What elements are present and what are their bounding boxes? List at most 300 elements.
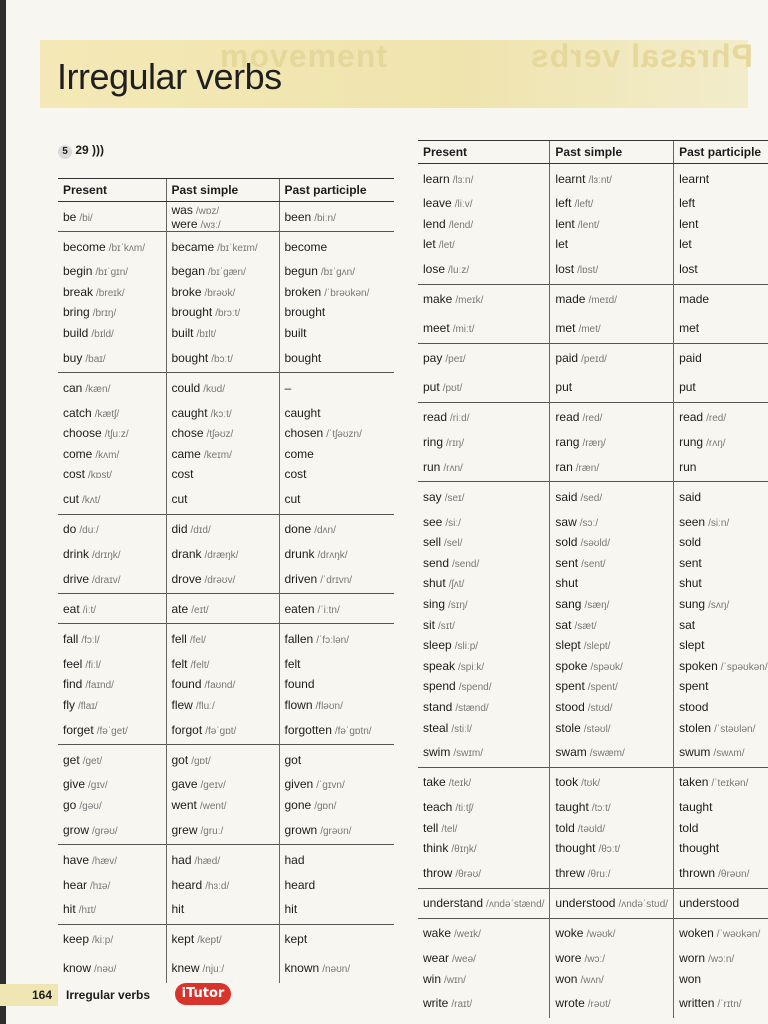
- cell-past-participle: [674, 373, 768, 403]
- cell-past-simple: [550, 818, 674, 839]
- present-form: catch: [63, 405, 92, 420]
- past-simple-form: kept: [171, 932, 195, 947]
- cell-present: [418, 314, 550, 344]
- past-participle-form: flown: [284, 697, 313, 712]
- cell-present: [418, 818, 550, 839]
- past-simple-pronunciation: /lent/: [577, 219, 600, 231]
- past-participle-form: done: [284, 522, 312, 537]
- past-simple-pronunciation: /bɪlt/: [196, 329, 217, 341]
- past-participle-form: taken: [679, 775, 709, 790]
- cell-present: [418, 193, 550, 214]
- past-simple-pronunciation: /brəʊk/: [204, 287, 236, 299]
- cell-past-participle: [674, 214, 768, 235]
- cell-past-simple: [166, 924, 279, 954]
- verb-row: [418, 511, 768, 532]
- past-simple-form: left: [555, 196, 572, 211]
- past-simple-pronunciation: /ræn/: [575, 462, 600, 474]
- past-participle-form: known: [284, 961, 320, 976]
- verb-row: [58, 302, 394, 323]
- past-participle-pronunciation: /ˈbrəʊkən/: [324, 287, 370, 299]
- present-pronunciation: /tel/: [441, 823, 458, 835]
- present-form: give: [63, 777, 86, 792]
- cell-past-participle: [674, 738, 768, 768]
- cell-past-simple: [550, 284, 674, 314]
- past-simple-form: understood: [555, 896, 616, 911]
- past-simple-form: was: [171, 202, 193, 217]
- cell-present: [58, 514, 166, 544]
- audio-track-badge[interactable]: [58, 143, 104, 159]
- past-participle-form: found: [284, 677, 315, 692]
- past-participle-pronunciation: /ˈwəʊkən/: [716, 929, 761, 941]
- column-header-past-participle: Past participle: [674, 141, 768, 164]
- present-form: meet: [423, 321, 450, 336]
- present-pronunciation: /send/: [452, 558, 480, 570]
- present-pronunciation: /kʌm/: [95, 449, 120, 461]
- cell-present: [58, 202, 166, 232]
- cell-past-participle: [279, 323, 394, 344]
- past-simple-pronunciation: /sæt/: [574, 620, 597, 632]
- present-pronunciation: /pʊt/: [442, 383, 463, 395]
- past-simple-pronunciation: /rəʊt/: [587, 999, 611, 1011]
- past-simple-form: got: [171, 752, 189, 767]
- cell-present: [58, 564, 166, 594]
- present-form: think: [423, 841, 449, 856]
- present-form: lose: [423, 262, 446, 277]
- past-participle-form: worn: [679, 950, 706, 965]
- cell-past-simple: [550, 594, 674, 615]
- past-simple-pronunciation: /səʊld/: [580, 538, 611, 550]
- past-simple-pronunciation: /fluː/: [195, 700, 215, 712]
- cell-present: [58, 895, 166, 925]
- past-participle-form: bought: [284, 350, 322, 365]
- past-simple-form: lost: [555, 262, 575, 277]
- verb-row: [418, 918, 768, 948]
- past-simple-form: sent: [555, 555, 579, 570]
- cell-present: [418, 214, 550, 235]
- present-pronunciation: /baɪ/: [85, 353, 106, 365]
- past-participle-form: spoken: [679, 658, 718, 673]
- cell-present: [58, 485, 166, 515]
- cell-present: [418, 656, 550, 677]
- past-simple-pronunciation: /wəʊk/: [586, 929, 616, 941]
- verb-row: [58, 774, 394, 795]
- past-participle-form: broken: [284, 284, 322, 299]
- verb-row: [58, 695, 394, 716]
- present-form: stand: [423, 700, 453, 715]
- cell-present: [418, 797, 550, 818]
- present-form: teach: [423, 800, 453, 815]
- present-pronunciation: /fɔːl/: [81, 634, 100, 646]
- past-simple-form: heard: [171, 877, 203, 892]
- past-participle-pronunciation: /ˈspəʊkən/: [720, 661, 768, 673]
- cell-past-simple: [550, 838, 674, 859]
- past-participle-form: shut: [679, 576, 702, 591]
- past-participle-form: sent: [679, 555, 702, 570]
- cell-past-simple: [550, 402, 674, 432]
- cell-past-simple: [550, 676, 674, 697]
- verb-row: [418, 452, 768, 482]
- present-form: cost: [63, 467, 86, 482]
- past-simple-pronunciation: /wɔː/: [584, 953, 605, 965]
- cell-past-participle: [279, 815, 394, 845]
- present-form: have: [63, 852, 90, 867]
- past-simple-form: felt: [171, 656, 188, 671]
- present-form: wake: [423, 926, 452, 941]
- verb-row: [418, 573, 768, 594]
- cell-present: [58, 745, 166, 775]
- past-participle-form: had: [284, 852, 305, 867]
- cell-past-participle: [279, 544, 394, 565]
- present-form: break: [63, 284, 94, 299]
- past-simple-form: forgot: [171, 722, 203, 737]
- past-simple-pronunciation: /fəˈɡɒt/: [205, 725, 237, 737]
- past-participle-form: lost: [679, 262, 698, 277]
- verb-row: [58, 745, 394, 775]
- past-participle-pronunciation: /wɔːn/: [708, 953, 735, 965]
- cell-past-participle: [674, 968, 768, 989]
- past-participle-form: told: [679, 820, 699, 835]
- present-form: win: [423, 971, 442, 986]
- verb-row: [418, 482, 768, 512]
- verb-row: [418, 614, 768, 635]
- present-pronunciation: /nəʊ/: [94, 964, 117, 976]
- past-participle-pronunciation: /ɡrəʊn/: [320, 825, 352, 837]
- past-simple-pronunciation: /tɔːt/: [591, 803, 611, 815]
- present-pronunciation: /sɪt/: [438, 620, 455, 632]
- past-participle-pronunciation: /nəʊn/: [322, 964, 351, 976]
- past-simple-form: caught: [171, 405, 208, 420]
- present-form: get: [63, 752, 80, 767]
- present-pronunciation: /sel/: [444, 538, 463, 550]
- past-simple-pronunciation: /hæd/: [194, 855, 221, 867]
- past-simple-pronunciation: /ɡeɪv/: [200, 780, 226, 792]
- cell-past-simple: [166, 302, 279, 323]
- cell-past-participle: [674, 918, 768, 948]
- past-simple-form: became: [171, 239, 215, 254]
- past-simple-form: rang: [555, 435, 580, 450]
- present-form: find: [63, 677, 83, 692]
- cell-past-participle: [674, 594, 768, 615]
- past-participle-pronunciation: /siːn/: [708, 517, 730, 529]
- cell-present: [418, 948, 550, 969]
- past-simple-form: sat: [555, 617, 572, 632]
- past-simple-pronunciation: /brɔːt/: [215, 308, 241, 320]
- cell-past-participle: [279, 924, 394, 954]
- past-simple-pronunciation: /bɔːt/: [211, 353, 233, 365]
- present-form: sit: [423, 617, 435, 632]
- cell-present: [58, 594, 166, 624]
- present-pronunciation: /kɒst/: [88, 470, 112, 482]
- present-form: throw: [423, 866, 453, 881]
- verb-row: [418, 402, 768, 432]
- cell-past-simple: [166, 815, 279, 845]
- past-simple-form: woke: [555, 926, 584, 941]
- cell-past-simple: [550, 989, 674, 1018]
- footer-section-label: Irregular verbs: [66, 988, 151, 1002]
- present-form: choose: [63, 426, 102, 441]
- cell-past-participle: [279, 261, 394, 282]
- cell-past-simple: [166, 874, 279, 895]
- cell-past-simple: [550, 859, 674, 889]
- cell-past-participle: [279, 874, 394, 895]
- cell-past-simple: [166, 845, 279, 875]
- present-pronunciation: /meɪk/: [455, 295, 484, 307]
- header-row: [58, 179, 394, 202]
- cell-past-participle: [674, 818, 768, 839]
- past-simple-form: hit: [171, 902, 185, 917]
- past-simple-form: drank: [171, 547, 202, 562]
- present-form: fall: [63, 631, 79, 646]
- past-simple-pronunciation: /kɔːt/: [210, 408, 232, 420]
- past-simple-form: stood: [555, 700, 585, 715]
- present-pronunciation: /flaɪ/: [78, 700, 98, 712]
- cell-present: [418, 717, 550, 738]
- past-simple-form: brought: [171, 305, 213, 320]
- past-participle-form: thrown: [679, 866, 716, 881]
- past-simple-pronunciation: /kʊd/: [203, 383, 225, 395]
- present-pronunciation: /kætʃ/: [94, 408, 120, 420]
- past-participle-pronunciation: /θrəʊn/: [718, 869, 750, 881]
- present-form: write: [423, 996, 449, 1011]
- past-simple-pronunciation: /tʊk/: [581, 778, 601, 790]
- header-row: [418, 141, 768, 164]
- present-pronunciation: /stænd/: [455, 703, 489, 715]
- cell-present: [418, 255, 550, 285]
- present-form: speak: [423, 658, 456, 673]
- past-simple-pronunciation: /wʌn/: [580, 974, 604, 986]
- past-simple-form: taught: [555, 800, 589, 815]
- cell-past-simple: [550, 767, 674, 797]
- past-participle-form: said: [679, 489, 702, 504]
- present-pronunciation: /let/: [438, 240, 455, 252]
- past-participle-form: sat: [679, 617, 696, 632]
- cell-past-participle: [279, 282, 394, 303]
- page-title: Irregular verbs: [57, 56, 282, 97]
- past-simple-alt-form: were: [171, 216, 198, 231]
- cell-past-participle: [279, 202, 394, 232]
- past-simple-pronunciation: /fel/: [189, 634, 206, 646]
- present-pronunciation: /brɪŋ/: [92, 308, 117, 320]
- past-participle-form: brought: [284, 305, 326, 320]
- present-form: buy: [63, 350, 83, 365]
- cell-past-participle: [279, 343, 394, 373]
- past-participle-form: caught: [284, 405, 321, 420]
- cell-present: [58, 261, 166, 282]
- cell-past-simple: [550, 656, 674, 677]
- cell-present: [58, 815, 166, 845]
- verb-row: [58, 444, 394, 465]
- past-participle-form: heard: [284, 877, 316, 892]
- past-simple-form: grew: [171, 822, 198, 837]
- present-form: learn: [423, 171, 450, 186]
- past-simple-pronunciation: /njuː/: [202, 964, 225, 976]
- cell-past-simple: [550, 482, 674, 512]
- cell-past-participle: [279, 715, 394, 745]
- present-pronunciation: /kiːp/: [92, 935, 114, 947]
- present-form: build: [63, 326, 89, 341]
- past-simple-form: gave: [171, 777, 198, 792]
- cell-past-simple: [550, 343, 674, 373]
- cell-past-simple: [166, 695, 279, 716]
- cell-present: [418, 614, 550, 635]
- verb-row: [58, 323, 394, 344]
- page-binding-edge: [0, 0, 6, 1024]
- cell-past-participle: [674, 614, 768, 635]
- past-participle-form: become: [284, 239, 328, 254]
- present-form: put: [423, 380, 440, 395]
- verb-row: [58, 895, 394, 925]
- past-participle-form: driven: [284, 571, 318, 586]
- past-simple-form: sold: [555, 535, 578, 550]
- past-participle-pronunciation: /dʌn/: [314, 525, 336, 537]
- cell-past-simple: [166, 485, 279, 515]
- verb-row: [58, 845, 394, 875]
- cell-past-participle: [674, 164, 768, 194]
- cell-past-simple: [550, 697, 674, 718]
- cell-past-participle: [279, 624, 394, 654]
- cell-past-simple: [550, 738, 674, 768]
- cell-past-participle: [674, 553, 768, 574]
- present-form: understand: [423, 896, 484, 911]
- cell-past-participle: [279, 594, 394, 624]
- present-pronunciation: /weɪk/: [454, 929, 481, 941]
- past-participle-form: felt: [284, 656, 301, 671]
- past-simple-pronunciation: /bɪˈɡæn/: [207, 267, 246, 279]
- cell-past-simple: [550, 432, 674, 453]
- past-simple-pronunciation: /drəʊv/: [204, 574, 236, 586]
- verb-row: [418, 193, 768, 214]
- cell-past-participle: [279, 653, 394, 674]
- present-form: ring: [423, 435, 444, 450]
- past-participle-form: swum: [679, 745, 711, 760]
- cell-past-participle: [674, 838, 768, 859]
- past-simple-pronunciation: /dɪd/: [190, 525, 211, 537]
- past-participle-form: begun: [284, 264, 318, 279]
- present-form: hear: [63, 877, 88, 892]
- present-pronunciation: /lend/: [448, 219, 474, 231]
- cell-present: [418, 838, 550, 859]
- past-participle-pronunciation: /ˈfɔːlən/: [316, 634, 349, 646]
- cell-present: [418, 452, 550, 482]
- past-participle-form: read: [679, 410, 704, 425]
- past-simple-form: spoke: [555, 658, 588, 673]
- past-participle-pronunciation: /red/: [706, 413, 727, 425]
- past-participle-form: run: [679, 459, 697, 474]
- verb-row: [418, 968, 768, 989]
- present-form: be: [63, 209, 77, 224]
- verb-row: [418, 214, 768, 235]
- verb-row: [418, 234, 768, 255]
- cell-past-simple: [550, 614, 674, 635]
- past-participle-form: woken: [679, 926, 714, 941]
- verb-row: [58, 564, 394, 594]
- past-simple-pronunciation: /tʃəʊz/: [206, 429, 234, 441]
- present-form: wear: [423, 950, 450, 965]
- cell-present: [58, 464, 166, 485]
- past-participle-form: stolen: [679, 720, 712, 735]
- present-form: become: [63, 239, 106, 254]
- verb-row: [58, 815, 394, 845]
- past-simple-form: thought: [555, 841, 596, 856]
- present-pronunciation: /siː/: [445, 517, 461, 529]
- cell-past-participle: [674, 343, 768, 373]
- present-pronunciation: /hɪt/: [78, 905, 97, 917]
- cell-past-participle: [674, 697, 768, 718]
- past-participle-form: slept: [679, 638, 705, 653]
- cell-past-simple: [166, 674, 279, 695]
- present-form: come: [63, 446, 93, 461]
- present-pronunciation: /tiːtʃ/: [455, 803, 474, 815]
- past-simple-form: lent: [555, 216, 575, 231]
- past-simple-form: flew: [171, 697, 193, 712]
- cell-present: [418, 968, 550, 989]
- verb-row: [58, 232, 394, 262]
- past-simple-form: did: [171, 522, 188, 537]
- cell-past-participle: [674, 573, 768, 594]
- cell-present: [58, 653, 166, 674]
- past-simple-form: slept: [555, 638, 581, 653]
- past-simple-pronunciation: /slept/: [583, 641, 611, 653]
- cell-past-participle: [279, 774, 394, 795]
- verb-row: [418, 373, 768, 403]
- past-participle-pronunciation: /sʌŋ/: [708, 600, 730, 612]
- present-pronunciation: /hæv/: [92, 855, 118, 867]
- past-participle-pronunciation: /bɪˈɡʌn/: [320, 267, 356, 279]
- cell-past-participle: [674, 859, 768, 889]
- verb-row: [58, 954, 394, 983]
- verb-row: [58, 653, 394, 674]
- past-participle-form: left: [679, 196, 696, 211]
- verb-row: [58, 373, 394, 403]
- past-simple-form: met: [555, 321, 576, 336]
- cell-past-simple: [166, 624, 279, 654]
- cell-present: [58, 444, 166, 465]
- past-simple-form: told: [555, 820, 575, 835]
- past-simple-pronunciation: /ɡɒt/: [191, 755, 211, 767]
- past-simple-form: began: [171, 264, 205, 279]
- cell-past-simple: [166, 261, 279, 282]
- banner-faint-left: movement: [220, 38, 389, 74]
- present-pronunciation: /riːd/: [450, 413, 470, 425]
- cell-present: [58, 624, 166, 654]
- present-pronunciation: /bɪˈɡɪn/: [95, 267, 129, 279]
- past-simple-form: stole: [555, 720, 581, 735]
- itutor-logo: iTutor: [175, 983, 231, 1005]
- cell-past-simple: [166, 795, 279, 816]
- past-simple-form: won: [555, 971, 578, 986]
- cell-present: [418, 989, 550, 1018]
- past-simple-pronunciation: /peɪd/: [581, 354, 607, 366]
- verb-row: [418, 818, 768, 839]
- verb-row: [58, 594, 394, 624]
- cell-past-simple: [550, 452, 674, 482]
- past-simple-form: bought: [171, 350, 209, 365]
- cell-present: [418, 343, 550, 373]
- past-simple-form: cut: [171, 492, 188, 507]
- past-simple-pronunciation: /red/: [582, 413, 603, 425]
- past-simple-pronunciation: /ʌndəˈstʊd/: [618, 899, 669, 911]
- cell-present: [418, 482, 550, 512]
- past-simple-form: saw: [555, 514, 577, 529]
- cell-past-participle: [279, 464, 394, 485]
- cell-present: [58, 695, 166, 716]
- present-pronunciation: /drɪŋk/: [92, 550, 121, 562]
- past-participle-form: understood: [679, 896, 740, 911]
- cell-past-participle: [279, 564, 394, 594]
- verb-row: [418, 553, 768, 574]
- present-form: run: [423, 459, 441, 474]
- cell-past-simple: [550, 193, 674, 214]
